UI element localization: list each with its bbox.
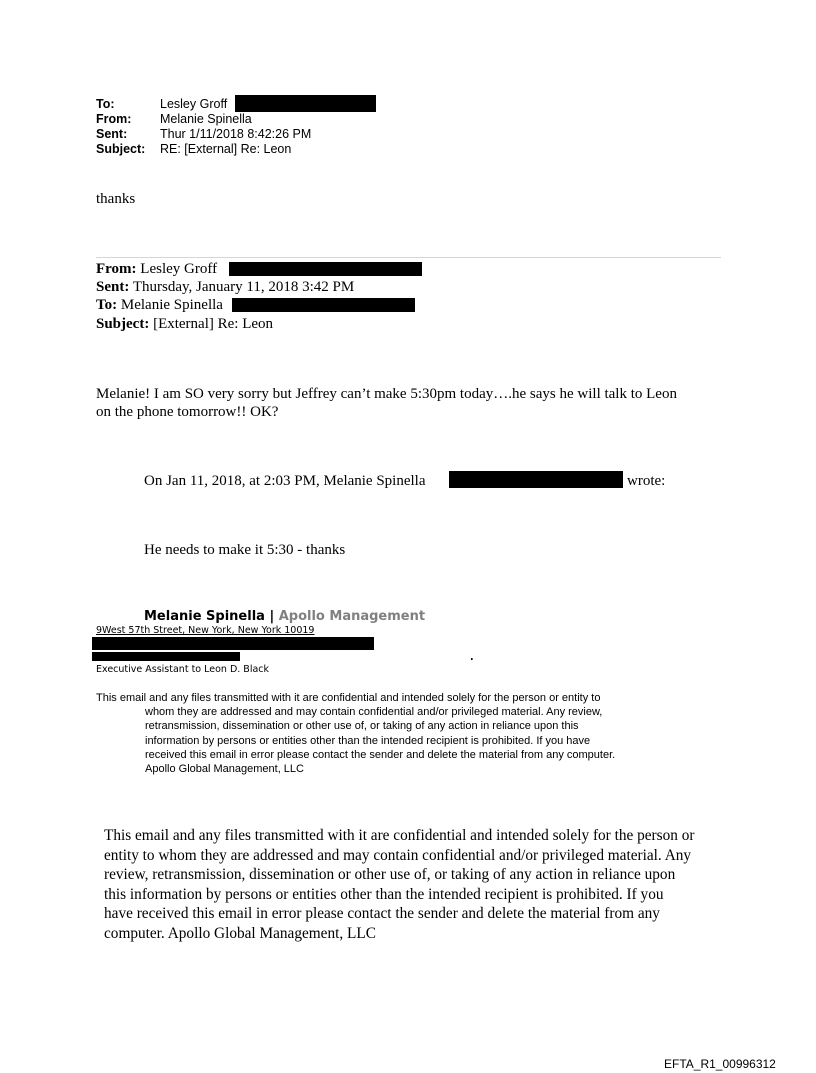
reply-body: thanks [96,191,136,207]
inner-disclaimer-line: information by persons or entities other than the intended recipient is prohibited. If you have [145,734,591,747]
fwd-body-line-1: Melanie! I am SO very sorry but Jeffrey can’t make 5:30pm today….he says he will talk to Leon [96,386,677,402]
outer-disclaimer-line: This email and any files transmitted with it are confidential and intended solely for the person or [104,827,695,844]
redaction-signature-line-2 [92,652,240,661]
quoted-intro: On Jan 11, 2018, at 2:03 PM, Melanie Spinella [144,473,426,489]
signature-dot: . [470,652,474,663]
fwd-subject-value: [External] Re: Leon [149,316,274,332]
fwd-to-value: Melanie Spinella [117,297,223,313]
sent-label: Sent: [96,127,128,141]
subject-label: Subject: [96,142,146,156]
fwd-sent-line [96,278,354,297]
inner-disclaimer-line: retransmission, dissemination or other use of, or taking of any action in reliance upon this [145,720,579,733]
inner-disclaimer-line: Apollo Global Management, LLC [145,763,304,776]
signature-name-line [144,609,425,624]
outer-disclaimer-line: review, retransmission, dissemination or other use of, or taking of any action in reliance upon [104,866,676,884]
sent-value: Thur 1/11/2018 8:42:26 PM [160,127,312,141]
outer-disclaimer-line: computer. Apollo Global Management, LLC [104,924,376,942]
fwd-to-line [96,296,223,315]
inner-disclaimer [96,691,615,776]
document-id: EFTA_R1_00996312 [664,1057,776,1071]
redaction-fwd-from-email [229,262,422,276]
quoted-body: He needs to make it 5:30 - thanks [144,542,346,558]
redaction-to-email [235,95,376,112]
fwd-sent-label: Sent: [96,279,130,295]
signature-company: Apollo Management [278,609,426,624]
fwd-subject-line [96,315,273,334]
to-value: Lesley Groff [160,97,228,111]
fwd-body-line-2: on the phone tomorrow!! OK? [96,404,279,420]
to-label: To: [96,97,115,111]
fwd-from-label: From: [96,261,137,277]
fwd-from-value: Lesley Groff [136,261,218,277]
signature-address: 9West 57th Street, New York, New York 10019 [96,625,315,636]
outer-disclaimer [104,826,694,944]
from-value: Melanie Spinella [160,112,252,126]
quoted-wrote: wrote: [627,473,666,489]
fwd-subject-label: Subject: [96,316,150,332]
outer-disclaimer-line: this information by persons or entities other than the intended recipient is prohibited. If you [104,885,664,903]
redaction-quoted-email [449,471,623,488]
outer-disclaimer-line: entity to whom they are addressed and may contain confidential and/or privileged material. Any [104,846,692,864]
signature-name: Melanie Spinella | [144,609,279,624]
signature-title: Executive Assistant to Leon D. Black [96,664,270,675]
from-label: From: [96,112,132,126]
inner-disclaimer-line: This email and any files transmitted with it are confidential and intended solely for the person or entity to [96,692,601,704]
redaction-signature-line-1 [92,637,374,650]
fwd-to-label: To: [96,297,118,313]
inner-disclaimer-line: received this email in error please contact the sender and delete the material from any computer. [145,748,616,761]
fwd-from-line [96,260,217,279]
inner-disclaimer-line: whom they are addressed and may contain confidential and/or privileged material. Any review, [145,706,603,719]
redaction-fwd-to-email [232,298,415,312]
divider [96,257,721,258]
subject-value: RE: [External] Re: Leon [160,142,292,156]
fwd-sent-value: Thursday, January 11, 2018 3:42 PM [129,279,355,295]
outer-disclaimer-line: have received this email in error please contact the sender and delete the material from any [104,905,660,923]
